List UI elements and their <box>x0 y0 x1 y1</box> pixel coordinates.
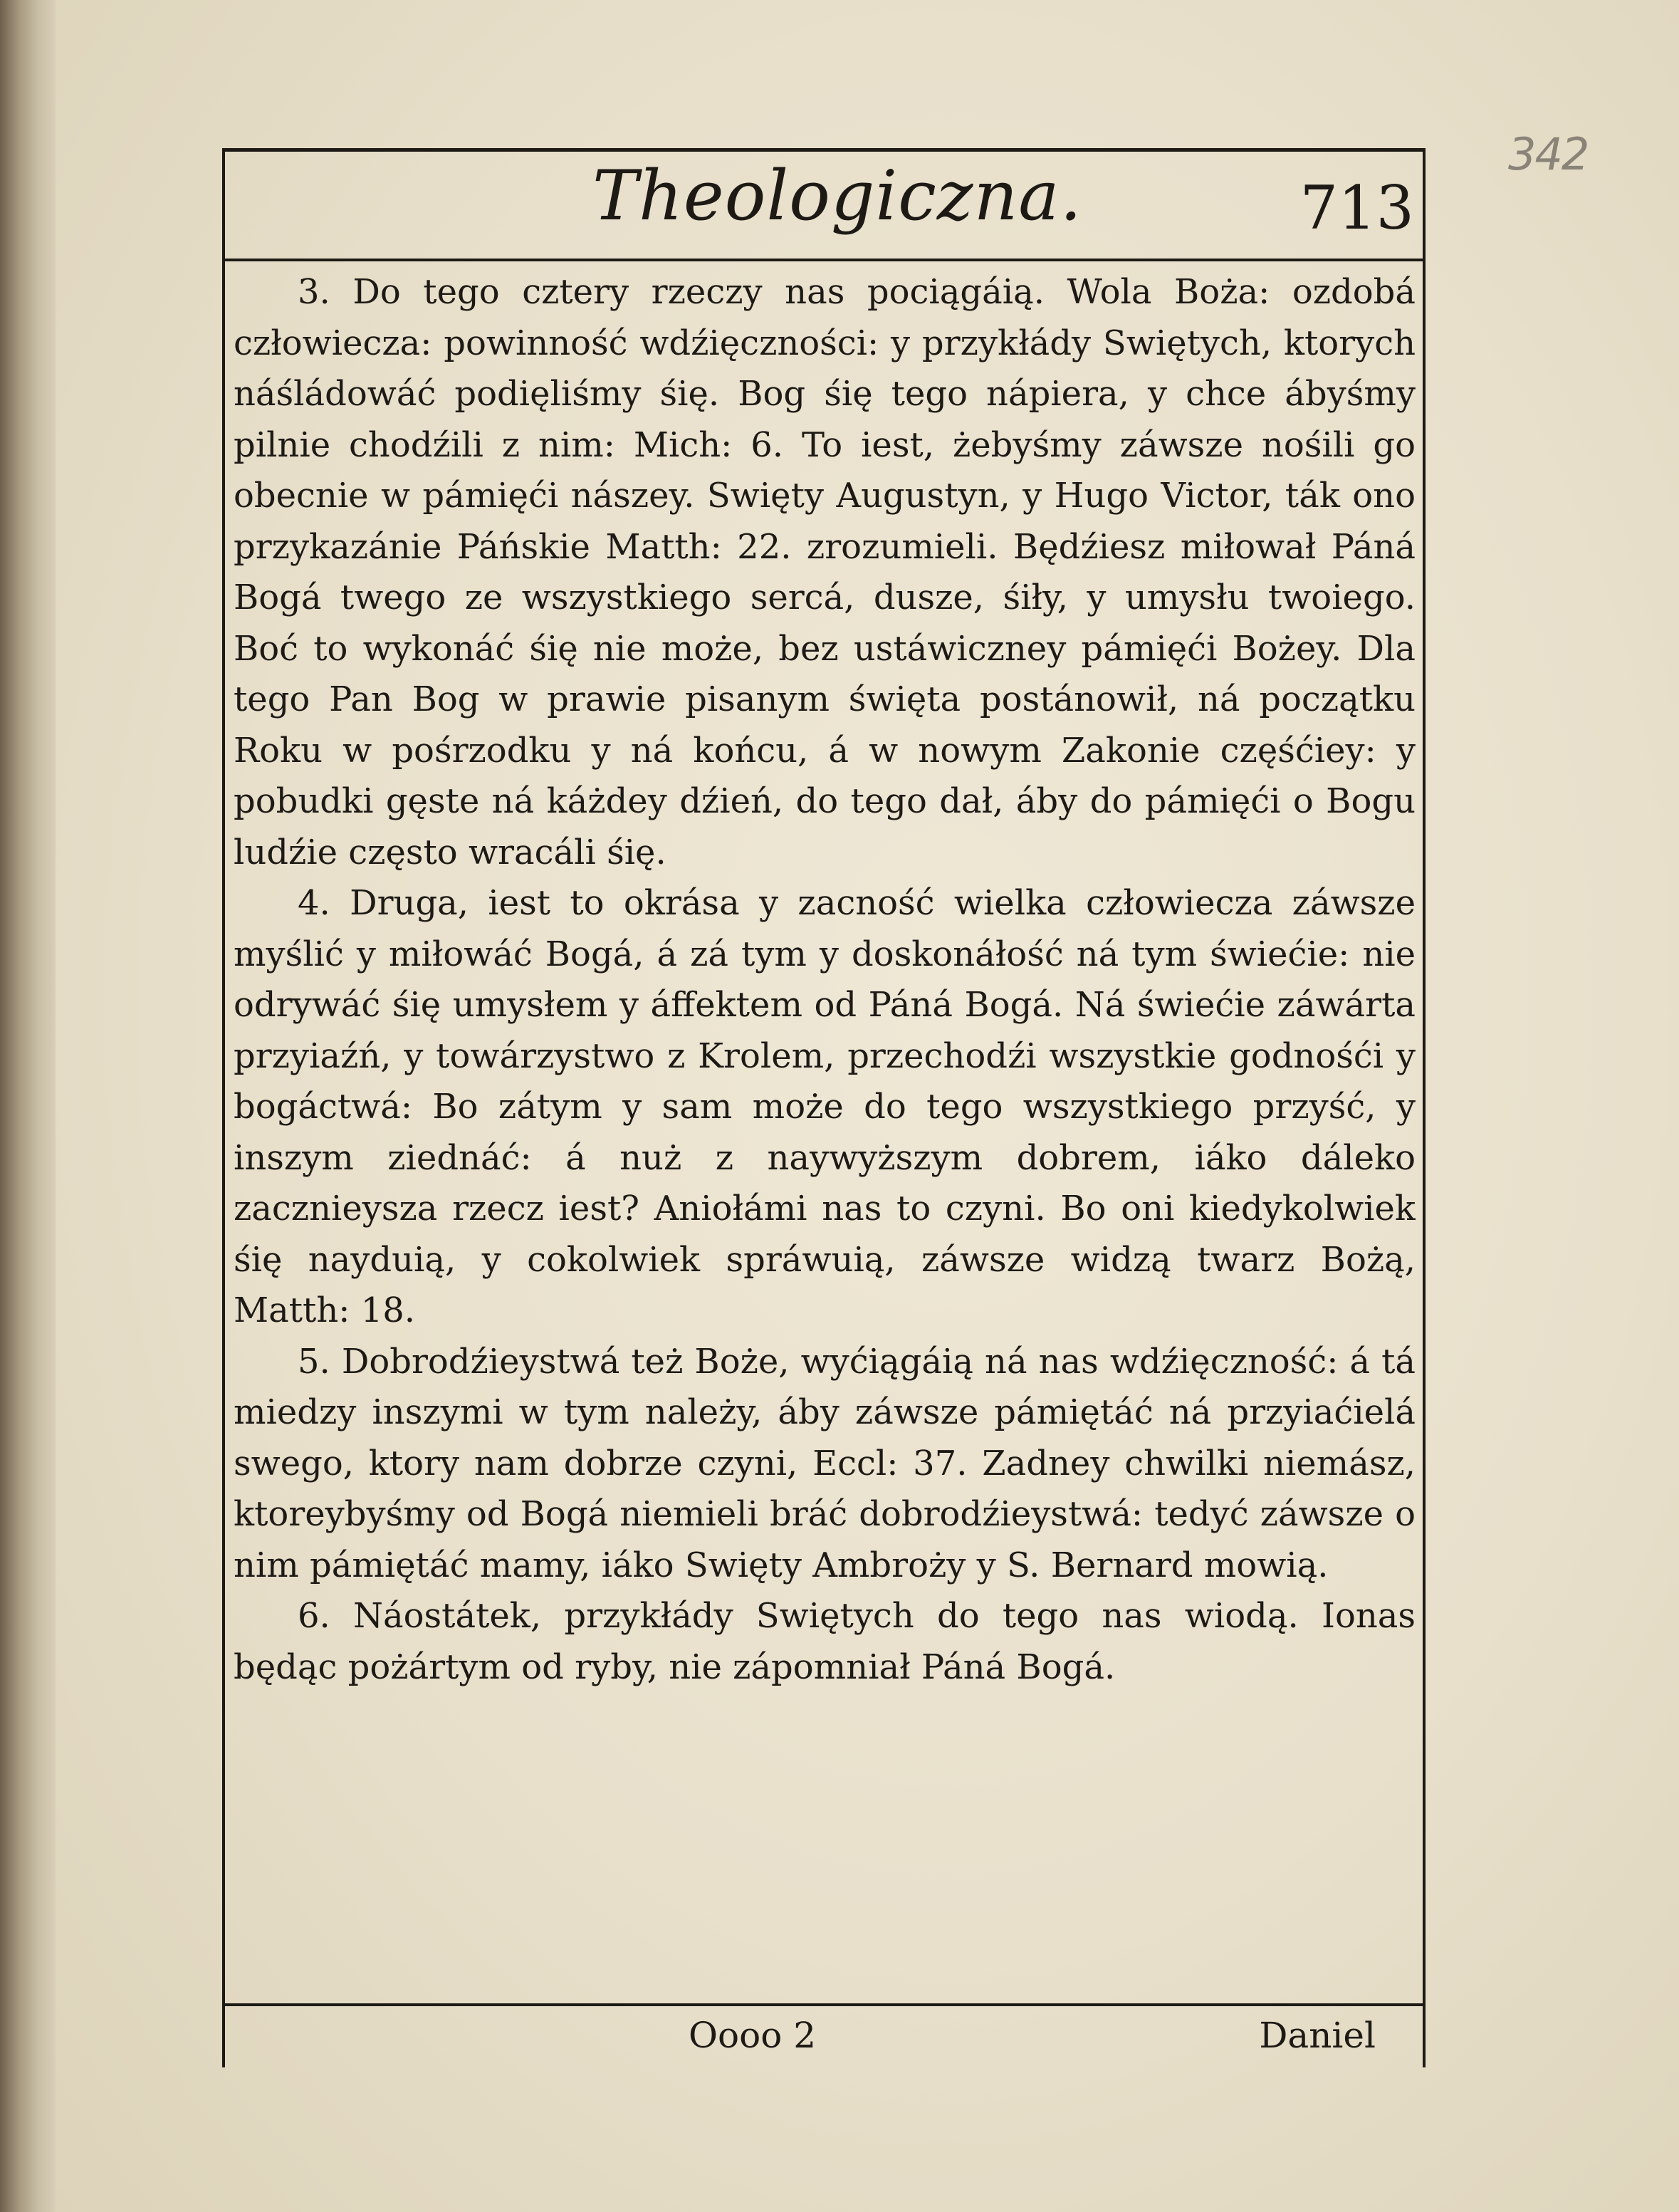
running-title: Theologiczna. <box>592 156 1083 236</box>
paragraph-5: 5. Dobrodźieystwá też Boże, wyćiągáią ná nas wdźięczność: á tá miedzy inszymi w tym należy, áby záwsze pámiętáć ná przyiaćielá swego, ktory nam dobrze czyni, Eccl: 37. Zadney chwilki niemász, ktoreybyśmy od Bogá niemieli bráć dobrodźieystwá: tedyć záwsze o nim pámiętáć mamy, iáko Swięty Ambroży y S. Bernard mowią. <box>234 1341 1416 1585</box>
handwritten-shelfmark: 342 <box>1508 128 1589 180</box>
body-text <box>234 267 1416 1991</box>
book-spine-shadow <box>0 0 56 2212</box>
signature-mark: Oooo 2 <box>689 2015 817 2056</box>
footer-rule <box>222 2003 1426 2006</box>
header-rule <box>222 259 1426 261</box>
paragraph-6: 6. Náostátek, przykłády Swiętych do tego nas wiodą. Ionas będąc pożártym od ryby, nie zápomniał Páná Bogá. <box>234 1596 1416 1687</box>
page-number: 713 <box>1299 173 1414 243</box>
paragraph-4: 4. Druga, iest to okrása y zacność wielka człowiecza záwsze myślić y miłowáć Bogá, á zá tym y doskonáłość ná tym świećie: nie odrywáć śię umysłem y áffektem od Páná Bogá. Ná świećie záwárta przyiaźń, y towárzystwo z Krolem, przechodźi wszystkie godnośći y bogáctwá: Bo zátym y sam może do tego wszystkiego przyść, y inszym ziednáć: á nuż z naywyższym dobrem, iáko dáleko zacznieysza rzecz iest? Aniołámi nas to czyni. Bo oni kiedykolwiek śię nayduią, y cokolwiek spráwuią, záwsze widzą twarz Bożą, Matth: 18. <box>234 883 1416 1330</box>
frame-right-rule <box>1423 152 1426 2067</box>
text-frame <box>222 148 1426 2064</box>
catchword: Daniel <box>1259 2015 1376 2056</box>
frame-left-rule <box>222 152 225 2067</box>
paragraph-3: 3. Do tego cztery rzeczy nas pociągáią. Wola Boża: ozdobá człowiecza: powinność wdźięczności: y przykłády Swiętych, ktorych náśládowáć podięliśmy śię. Bog śię tego nápiera, y chce ábyśmy pilnie chodźili z nim: Mich: 6. To iest, żebyśmy záwsze nośili go obecnie w pámięći nászey. Swięty Augustyn, y Hugo Victor, ták ono przykazánie Páńskie Matth: 22. zrozumieli. Będźiesz miłował Páná Bogá twego ze wszystkiego sercá, dusze, śiły, y umysłu twoiego. Boć to wykonáć śię nie może, bez ustáwiczney pámięći Bożey. Dla tego Pan Bog w prawie pisanym święta postánowił, ná początku Roku w pośrzodku y ná końcu, á w nowym Zakonie częśćiey: y pobudki gęste ná káżdey dźień, do tego dał, áby do pámięći o Bogu ludźie często wracáli śię. <box>234 272 1416 872</box>
page-header <box>222 152 1426 259</box>
